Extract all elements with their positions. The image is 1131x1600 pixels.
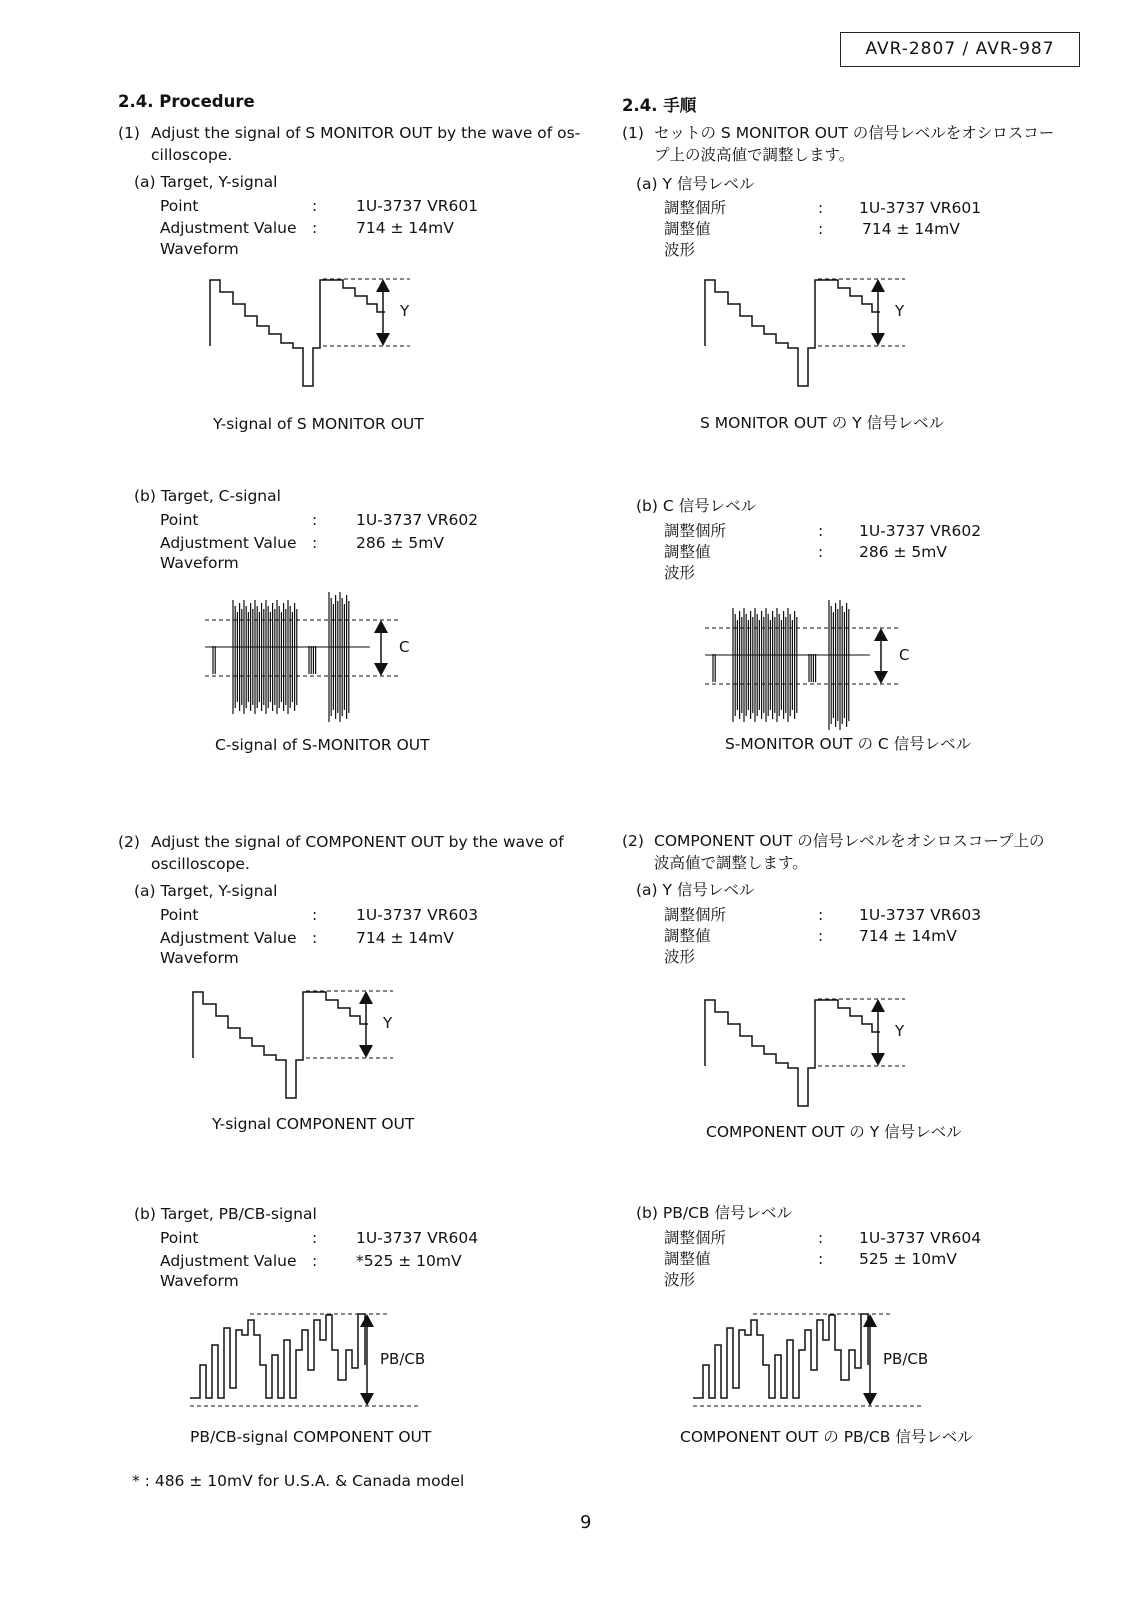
waveform-label: Waveform — [160, 1272, 239, 1290]
step-text: Adjust the signal of S MONITOR OUT by the wave of os- — [151, 124, 581, 142]
step-text: セットの S MONITOR OUT の信号レベルをオシロスコー — [654, 124, 1055, 142]
arrow-head-up — [359, 991, 373, 1004]
adjustment-value: *525 ± 10mV — [356, 1252, 462, 1270]
pbcb-waveform-diagram — [190, 1310, 440, 1430]
arrow-head-up — [376, 279, 390, 292]
arrow-head-up — [374, 620, 388, 633]
section-title-en: 2.4. Procedure — [118, 92, 255, 111]
step-text: oscilloscope. — [151, 855, 250, 873]
step-text: COMPONENT OUT の信号レベルをオシロスコープ上の — [654, 832, 1045, 850]
target-title: (b) C 信号レベル — [636, 497, 757, 515]
amplitude-label-c: C — [899, 646, 910, 664]
figure-caption: C-signal of S-MONITOR OUT — [215, 736, 430, 754]
point-label: 調整個所 — [664, 522, 727, 540]
waveform-label: 波形 — [664, 564, 696, 582]
amplitude-label-pbcb: PB/CB — [380, 1350, 426, 1368]
staircase-waveform — [705, 280, 880, 386]
colon: : — [312, 929, 318, 947]
colon: : — [312, 1252, 318, 1270]
arrow-head-up — [871, 279, 885, 292]
target-title: (a) Target, Y-signal — [134, 173, 278, 191]
arrow-head-down — [374, 663, 388, 676]
point-label: 調整個所 — [664, 906, 727, 924]
point-value: 1U-3737 VR604 — [859, 1229, 982, 1247]
figure-caption: S MONITOR OUT の Y 信号レベル — [700, 414, 945, 432]
arrow-head-down — [871, 333, 885, 346]
figure-caption: Y-signal of S MONITOR OUT — [213, 415, 424, 433]
step-number: (1) — [118, 124, 140, 142]
chroma-burst — [309, 646, 316, 674]
staircase-waveform — [210, 280, 385, 386]
arrow-head-down — [874, 671, 888, 684]
figure-caption: Y-signal COMPONENT OUT — [212, 1115, 415, 1133]
colon: : — [312, 534, 318, 552]
step-number: (2) — [118, 833, 140, 851]
adjustment-label: 調整値 — [664, 927, 711, 945]
staircase-waveform — [705, 1000, 880, 1106]
chroma-burst — [809, 654, 816, 682]
point-label: 調整個所 — [664, 1229, 727, 1247]
adjustment-value: 714 ± 14mV — [862, 220, 960, 238]
point-label: Point — [160, 1229, 199, 1247]
figure-caption: COMPONENT OUT の PB/CB 信号レベル — [680, 1428, 973, 1446]
adjustment-label: 調整値 — [664, 543, 711, 561]
adjustment-label: 調整値 — [664, 1250, 711, 1268]
step-number: (2) — [622, 832, 644, 850]
figure-caption: PB/CB-signal COMPONENT OUT — [190, 1428, 432, 1446]
c-waveform-diagram — [705, 598, 935, 738]
arrow-head-down — [863, 1393, 877, 1406]
point-label: 調整個所 — [664, 199, 727, 217]
model-number-box: AVR-2807 / AVR-987 — [840, 32, 1080, 67]
staircase-waveform — [193, 992, 368, 1098]
arrow-head-up — [871, 999, 885, 1012]
amplitude-label-y: Y — [400, 302, 410, 320]
target-title: (a) Y 信号レベル — [636, 881, 755, 899]
target-title: (b) PB/CB 信号レベル — [636, 1204, 792, 1222]
point-value: 1U-3737 VR601 — [356, 197, 479, 215]
step-text: プ上の波高値で調整します。 — [654, 146, 855, 164]
step-text: cilloscope. — [151, 146, 233, 164]
point-label: Point — [160, 511, 199, 529]
waveform-label: 波形 — [664, 241, 696, 259]
chroma-burst — [233, 600, 297, 714]
square-waveform — [693, 1314, 868, 1398]
chroma-burst — [713, 654, 715, 682]
colon: : — [312, 219, 318, 237]
amplitude-label-y: Y — [895, 1022, 905, 1040]
colon: : — [818, 220, 824, 238]
colon: : — [312, 906, 318, 924]
c-waveform-diagram — [205, 590, 435, 730]
chroma-burst — [829, 600, 849, 730]
step-text: 波高値で調整します。 — [654, 854, 808, 872]
y-waveform-diagram — [205, 278, 435, 398]
adjustment-value: 286 ± 5mV — [859, 543, 947, 561]
colon: : — [818, 199, 824, 217]
arrow-head-down — [359, 1045, 373, 1058]
waveform-label: 波形 — [664, 948, 696, 966]
point-label: Point — [160, 197, 199, 215]
square-waveform — [190, 1314, 365, 1398]
point-label: Point — [160, 906, 199, 924]
adjustment-value: 714 ± 14mV — [356, 929, 454, 947]
colon: : — [312, 197, 318, 215]
arrow-head-up — [863, 1314, 877, 1327]
footnote: * : 486 ± 10mV for U.S.A. & Canada model — [132, 1472, 465, 1490]
waveform-label: Waveform — [160, 554, 239, 572]
target-title: (b) Target, C-signal — [134, 487, 281, 505]
arrow-head-up — [874, 628, 888, 641]
pbcb-waveform-diagram — [693, 1310, 943, 1430]
point-value: 1U-3737 VR604 — [356, 1229, 479, 1247]
point-value: 1U-3737 VR602 — [859, 522, 982, 540]
amplitude-label-y: Y — [895, 302, 905, 320]
point-value: 1U-3737 VR603 — [859, 906, 982, 924]
colon: : — [818, 927, 824, 945]
adjustment-label: Adjustment Value — [160, 219, 297, 237]
colon: : — [818, 543, 824, 561]
section-title-ja: 2.4. 手順 — [622, 96, 697, 115]
arrow-head-down — [360, 1393, 374, 1406]
arrow-head-up — [360, 1314, 374, 1327]
point-value: 1U-3737 VR601 — [859, 199, 982, 217]
point-value: 1U-3737 VR602 — [356, 511, 479, 529]
point-value: 1U-3737 VR603 — [356, 906, 479, 924]
colon: : — [818, 1229, 824, 1247]
waveform-label: Waveform — [160, 949, 239, 967]
figure-caption: COMPONENT OUT の Y 信号レベル — [706, 1123, 962, 1141]
chroma-burst — [733, 608, 797, 722]
target-title: (a) Y 信号レベル — [636, 175, 755, 193]
step-number: (1) — [622, 124, 644, 142]
y-waveform-diagram — [700, 278, 930, 398]
colon: : — [312, 1229, 318, 1247]
target-title: (b) Target, PB/CB-signal — [134, 1205, 317, 1223]
step-text: Adjust the signal of COMPONENT OUT by the wave of — [151, 833, 564, 851]
colon: : — [312, 511, 318, 529]
adjustment-value: 714 ± 14mV — [859, 927, 957, 945]
chroma-burst — [213, 646, 215, 674]
amplitude-label-c: C — [399, 638, 410, 656]
page-number: 9 — [580, 1512, 592, 1533]
y-waveform-diagram — [188, 990, 418, 1110]
adjustment-label: Adjustment Value — [160, 534, 297, 552]
adjustment-label: Adjustment Value — [160, 929, 297, 947]
adjustment-value: 286 ± 5mV — [356, 534, 444, 552]
amplitude-label-y: Y — [383, 1014, 393, 1032]
adjustment-value: 714 ± 14mV — [356, 219, 454, 237]
colon: : — [818, 906, 824, 924]
adjustment-label: 調整値 — [664, 220, 711, 238]
colon: : — [818, 522, 824, 540]
adjustment-label: Adjustment Value — [160, 1252, 297, 1270]
chroma-burst — [329, 592, 349, 722]
colon: : — [818, 1250, 824, 1268]
target-title: (a) Target, Y-signal — [134, 882, 278, 900]
arrow-head-down — [376, 333, 390, 346]
adjustment-value: 525 ± 10mV — [859, 1250, 957, 1268]
waveform-label: Waveform — [160, 240, 239, 258]
amplitude-label-pbcb: PB/CB — [883, 1350, 929, 1368]
waveform-label: 波形 — [664, 1271, 696, 1289]
figure-caption: S-MONITOR OUT の C 信号レベル — [725, 735, 972, 753]
y-waveform-diagram — [700, 998, 930, 1118]
arrow-head-down — [871, 1053, 885, 1066]
